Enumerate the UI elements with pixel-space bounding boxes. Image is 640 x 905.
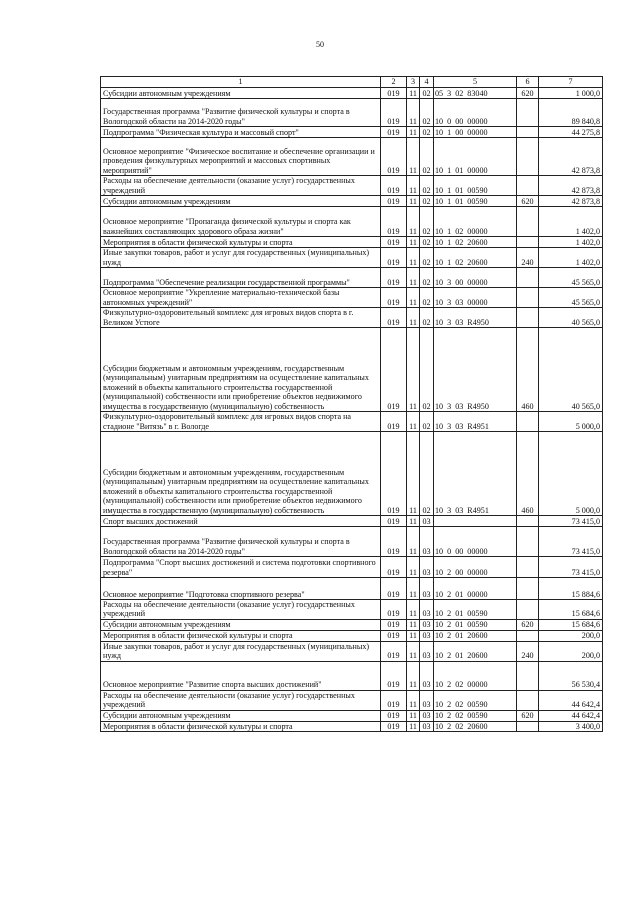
cell-amount: 200,0	[539, 630, 603, 641]
cell-amount: 1 000,0	[539, 88, 603, 99]
cell-amount: 40 565,0	[539, 328, 603, 412]
table-row	[101, 268, 603, 288]
cell-name: Субсидии автономным учреждениям	[101, 196, 381, 207]
cell-section: 11	[407, 641, 420, 661]
cell-name: Субсидии автономным учреждениям	[101, 619, 381, 630]
cell-section: 11	[407, 268, 420, 288]
cell-vr	[517, 127, 539, 138]
column-header: 7	[539, 77, 603, 88]
cell-ministry: 019	[381, 207, 407, 237]
cell-section: 11	[407, 176, 420, 196]
table-row	[101, 412, 603, 432]
cell-amount: 1 402,0	[539, 248, 603, 268]
cell-subsection: 03	[420, 557, 434, 578]
cell-ministry: 019	[381, 99, 407, 127]
cell-section: 11	[407, 578, 420, 600]
cell-subsection: 03	[420, 527, 434, 557]
cell-section: 11	[407, 557, 420, 578]
cell-ministry: 019	[381, 88, 407, 99]
cell-amount: 42 873,8	[539, 196, 603, 207]
column-header: 2	[381, 77, 407, 88]
cell-name: Спорт высших достижений	[101, 516, 381, 527]
cell-ministry: 019	[381, 328, 407, 412]
cell-ministry: 019	[381, 641, 407, 661]
cell-section: 11	[407, 412, 420, 432]
cell-name: Основное мероприятие "Укрепление материально-технической базы автономных учреждений"	[101, 288, 381, 308]
cell-amount: 1 402,0	[539, 207, 603, 237]
table-row	[101, 196, 603, 207]
cell-name: Государственная программа "Развитие физической культуры и спорта в Вологодской области на 2014-2020 годы"	[101, 527, 381, 557]
cell-section: 11	[407, 710, 420, 721]
cell-name: Подпрограмма "Спорт высших достижений и система подготовки спортивного резерва"	[101, 557, 381, 578]
cell-subsection: 02	[420, 432, 434, 516]
cell-section: 11	[407, 99, 420, 127]
column-header: 4	[420, 77, 434, 88]
table-row	[101, 176, 603, 196]
cell-subsection: 03	[420, 600, 434, 620]
cell-amount: 42 873,8	[539, 138, 603, 176]
cell-section: 11	[407, 661, 420, 690]
cell-vr	[517, 661, 539, 690]
cell-section: 11	[407, 721, 420, 731]
table-row	[101, 308, 603, 328]
cell-vr	[517, 308, 539, 328]
cell-target: 10 1 02 20600	[434, 237, 517, 248]
cell-section: 11	[407, 308, 420, 328]
column-header: 3	[407, 77, 420, 88]
cell-name: Государственная программа "Развитие физической культуры и спорта в Вологодской области на 2014-2020 годы"	[101, 99, 381, 127]
cell-vr	[517, 721, 539, 731]
cell-subsection: 02	[420, 88, 434, 99]
table-row	[101, 600, 603, 620]
cell-vr: 460	[517, 432, 539, 516]
cell-section: 11	[407, 237, 420, 248]
cell-name: Подпрограмма "Обеспечение реализации государственной программы"	[101, 268, 381, 288]
cell-vr	[517, 516, 539, 527]
cell-target: 10 1 02 00000	[434, 207, 517, 237]
table-row	[101, 578, 603, 600]
cell-subsection: 03	[420, 661, 434, 690]
cell-section: 11	[407, 248, 420, 268]
cell-target: 10 3 03 00000	[434, 288, 517, 308]
cell-ministry: 019	[381, 710, 407, 721]
cell-target: 10 2 01 20600	[434, 641, 517, 661]
cell-vr	[517, 527, 539, 557]
cell-section: 11	[407, 127, 420, 138]
table-row	[101, 99, 603, 127]
cell-subsection: 02	[420, 328, 434, 412]
table-row	[101, 690, 603, 710]
cell-amount: 73 415,0	[539, 527, 603, 557]
cell-section: 11	[407, 516, 420, 527]
table-row	[101, 237, 603, 248]
cell-subsection: 03	[420, 630, 434, 641]
cell-subsection: 03	[420, 641, 434, 661]
cell-name: Иные закупки товаров, работ и услуг для государственных (муниципальных) нужд	[101, 641, 381, 661]
cell-amount: 40 565,0	[539, 308, 603, 328]
cell-subsection: 02	[420, 138, 434, 176]
cell-amount: 15 684,6	[539, 600, 603, 620]
cell-subsection: 03	[420, 690, 434, 710]
table-row	[101, 248, 603, 268]
column-header: 5	[434, 77, 517, 88]
cell-vr	[517, 690, 539, 710]
cell-target: 10 3 03 R4950	[434, 328, 517, 412]
cell-ministry: 019	[381, 600, 407, 620]
cell-section: 11	[407, 630, 420, 641]
cell-target: 10 2 02 20600	[434, 721, 517, 731]
table-row	[101, 710, 603, 721]
cell-vr: 620	[517, 88, 539, 99]
cell-ministry: 019	[381, 138, 407, 176]
cell-target: 10 2 01 00590	[434, 600, 517, 620]
cell-name: Субсидии автономным учреждениям	[101, 88, 381, 99]
cell-amount: 89 840,8	[539, 99, 603, 127]
cell-vr: 240	[517, 641, 539, 661]
cell-target: 10 0 00 00000	[434, 527, 517, 557]
cell-name: Основное мероприятие "Пропаганда физической культуры и спорта как важнейших составляющих здорового образа жизни"	[101, 207, 381, 237]
cell-target: 10 2 02 00590	[434, 710, 517, 721]
cell-section: 11	[407, 138, 420, 176]
cell-ministry: 019	[381, 721, 407, 731]
cell-target: 10 2 00 00000	[434, 557, 517, 578]
cell-ministry: 019	[381, 237, 407, 248]
table-row	[101, 288, 603, 308]
cell-name: Физкультурно-оздоровительный комплекс для игровых видов спорта на стадионе "Витязь" в г. Вологде	[101, 412, 381, 432]
cell-name: Мероприятия в области физической культуры и спорта	[101, 630, 381, 641]
cell-vr	[517, 99, 539, 127]
cell-target: 10 1 02 20600	[434, 248, 517, 268]
cell-target: 10 2 02 00000	[434, 661, 517, 690]
cell-subsection: 03	[420, 721, 434, 731]
cell-target: 10 1 01 00590	[434, 196, 517, 207]
cell-target: 10 3 03 R4951	[434, 432, 517, 516]
cell-subsection: 03	[420, 710, 434, 721]
table-row	[101, 641, 603, 661]
cell-section: 11	[407, 600, 420, 620]
cell-target: 10 1 01 00000	[434, 138, 517, 176]
cell-vr	[517, 557, 539, 578]
cell-amount: 73 415,0	[539, 557, 603, 578]
column-header: 6	[517, 77, 539, 88]
cell-section: 11	[407, 328, 420, 412]
cell-section: 11	[407, 196, 420, 207]
cell-amount: 15 684,6	[539, 619, 603, 630]
cell-section: 11	[407, 288, 420, 308]
cell-subsection: 02	[420, 127, 434, 138]
cell-target: 10 1 01 00590	[434, 176, 517, 196]
table-row	[101, 557, 603, 578]
cell-vr: 240	[517, 248, 539, 268]
cell-section: 11	[407, 432, 420, 516]
cell-target: 10 2 02 00590	[434, 690, 517, 710]
table-row	[101, 432, 603, 516]
cell-name: Основное мероприятие "Физическое воспитание и обеспечение организации и проведения физкультурных мероприятий и массовых спортивных мероприятий"	[101, 138, 381, 176]
cell-target: 10 3 03 R4951	[434, 412, 517, 432]
cell-target: 10 2 01 20600	[434, 630, 517, 641]
cell-ministry: 019	[381, 619, 407, 630]
cell-section: 11	[407, 207, 420, 237]
cell-name: Физкультурно-оздоровительный комплекс для игровых видов спорта в г. Великом Устюге	[101, 308, 381, 328]
cell-vr: 620	[517, 619, 539, 630]
cell-ministry: 019	[381, 268, 407, 288]
cell-amount: 200,0	[539, 641, 603, 661]
cell-amount: 15 884,6	[539, 578, 603, 600]
cell-subsection: 02	[420, 412, 434, 432]
table-header-row	[101, 77, 603, 88]
cell-amount: 45 565,0	[539, 268, 603, 288]
table-row	[101, 661, 603, 690]
cell-vr	[517, 600, 539, 620]
cell-subsection: 02	[420, 248, 434, 268]
cell-name: Иные закупки товаров, работ и услуг для государственных (муниципальных) нужд	[101, 248, 381, 268]
cell-target: 05 3 02 83040	[434, 88, 517, 99]
budget-table	[100, 76, 603, 732]
cell-ministry: 019	[381, 690, 407, 710]
cell-name: Расходы на обеспечение деятельности (оказание услуг) государственных учреждений	[101, 600, 381, 620]
cell-vr	[517, 176, 539, 196]
table-row	[101, 516, 603, 527]
cell-name: Мероприятия в области физической культуры и спорта	[101, 237, 381, 248]
cell-subsection: 03	[420, 578, 434, 600]
cell-amount: 44 642,4	[539, 690, 603, 710]
cell-vr	[517, 268, 539, 288]
cell-target: 10 0 00 00000	[434, 99, 517, 127]
cell-subsection: 02	[420, 176, 434, 196]
cell-ministry: 019	[381, 527, 407, 557]
cell-section: 11	[407, 619, 420, 630]
cell-subsection: 03	[420, 619, 434, 630]
cell-amount: 5 000,0	[539, 432, 603, 516]
table-row	[101, 207, 603, 237]
table-row	[101, 328, 603, 412]
cell-amount: 44 642,4	[539, 710, 603, 721]
cell-name: Субсидии бюджетным и автономным учреждениям, государственным (муниципальным) унитарным предприятиям на осуществление капитальных вложений в объекты капитального строительства государственной (муниципальной) собственности или приобретение объектов недвижимого имущества в государственную (муниципальную) собственность	[101, 328, 381, 412]
page-number: 50	[316, 40, 324, 49]
cell-ministry: 019	[381, 248, 407, 268]
cell-subsection: 02	[420, 268, 434, 288]
cell-subsection: 02	[420, 196, 434, 207]
cell-ministry: 019	[381, 176, 407, 196]
cell-ministry: 019	[381, 630, 407, 641]
cell-amount: 44 275,8	[539, 127, 603, 138]
cell-section: 11	[407, 88, 420, 99]
cell-vr	[517, 207, 539, 237]
cell-ministry: 019	[381, 578, 407, 600]
cell-section: 11	[407, 527, 420, 557]
table-row	[101, 630, 603, 641]
cell-name: Мероприятия в области физической культуры и спорта	[101, 721, 381, 731]
cell-vr	[517, 630, 539, 641]
cell-subsection: 02	[420, 99, 434, 127]
cell-target: 10 1 00 00000	[434, 127, 517, 138]
cell-subsection: 02	[420, 207, 434, 237]
cell-name: Подпрограмма "Физическая культура и массовый спорт"	[101, 127, 381, 138]
cell-ministry: 019	[381, 432, 407, 516]
cell-amount: 1 402,0	[539, 237, 603, 248]
cell-amount: 5 000,0	[539, 412, 603, 432]
cell-name: Основное мероприятие "Подготовка спортивного резерва"	[101, 578, 381, 600]
cell-name: Расходы на обеспечение деятельности (оказание услуг) государственных учреждений	[101, 176, 381, 196]
table-row	[101, 138, 603, 176]
cell-amount: 3 400,0	[539, 721, 603, 731]
cell-vr	[517, 288, 539, 308]
table-row	[101, 88, 603, 99]
cell-amount: 42 873,8	[539, 176, 603, 196]
cell-amount: 45 565,0	[539, 288, 603, 308]
table-row	[101, 527, 603, 557]
cell-amount: 73 415,0	[539, 516, 603, 527]
cell-vr	[517, 412, 539, 432]
cell-target: 10 3 00 00000	[434, 268, 517, 288]
cell-ministry: 019	[381, 557, 407, 578]
cell-ministry: 019	[381, 308, 407, 328]
cell-subsection: 02	[420, 308, 434, 328]
cell-ministry: 019	[381, 516, 407, 527]
cell-ministry: 019	[381, 127, 407, 138]
cell-section: 11	[407, 690, 420, 710]
cell-vr	[517, 578, 539, 600]
cell-target: 10 2 01 00000	[434, 578, 517, 600]
cell-target: 10 3 03 R4950	[434, 308, 517, 328]
cell-vr	[517, 138, 539, 176]
cell-name: Расходы на обеспечение деятельности (оказание услуг) государственных учреждений	[101, 690, 381, 710]
cell-ministry: 019	[381, 661, 407, 690]
cell-vr	[517, 237, 539, 248]
cell-subsection: 03	[420, 516, 434, 527]
cell-subsection: 02	[420, 237, 434, 248]
table-row	[101, 127, 603, 138]
table-row	[101, 721, 603, 731]
cell-target	[434, 516, 517, 527]
cell-vr: 460	[517, 328, 539, 412]
cell-vr: 620	[517, 710, 539, 721]
cell-amount: 56 530,4	[539, 661, 603, 690]
cell-name: Субсидии бюджетным и автономным учреждениям, государственным (муниципальным) унитарным предприятиям на осуществление капитальных вложений в объекты капитального строительства государственной (муниципальной) собственности или приобретение объектов недвижимого имущества в государственную (муниципальную) собственность	[101, 432, 381, 516]
cell-ministry: 019	[381, 196, 407, 207]
cell-subsection: 02	[420, 288, 434, 308]
cell-target: 10 2 01 00590	[434, 619, 517, 630]
table-row	[101, 619, 603, 630]
cell-name: Основное мероприятие "Развитие спорта высших достижений"	[101, 661, 381, 690]
cell-ministry: 019	[381, 288, 407, 308]
cell-ministry: 019	[381, 412, 407, 432]
cell-name: Субсидии автономным учреждениям	[101, 710, 381, 721]
column-header: 1	[101, 77, 381, 88]
cell-vr: 620	[517, 196, 539, 207]
